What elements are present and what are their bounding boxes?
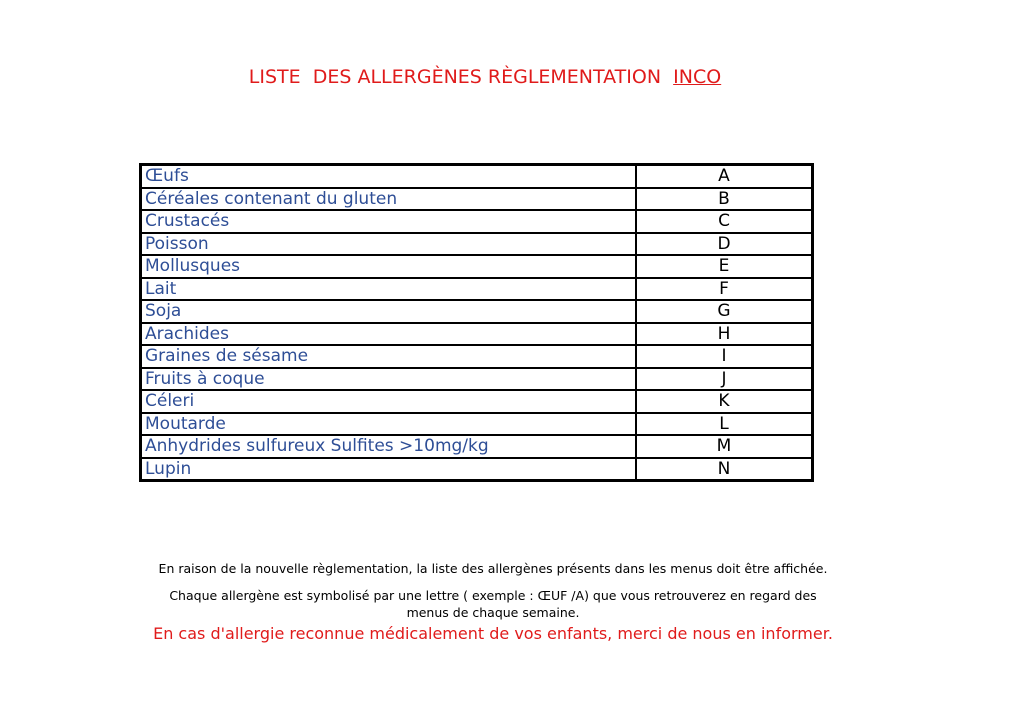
table-row bbox=[141, 255, 813, 278]
regulation-note: En raison de la nouvelle règlementation, la liste des allergènes présents dans les menus doit être affichée. bbox=[158, 561, 828, 576]
table-row bbox=[141, 210, 813, 233]
page-title bbox=[0, 66, 970, 88]
allergen-name: Lait bbox=[141, 278, 637, 301]
table-row bbox=[141, 390, 813, 413]
table-row bbox=[141, 345, 813, 368]
allergen-code: D bbox=[636, 233, 813, 256]
table-row bbox=[141, 368, 813, 391]
allergen-code: N bbox=[636, 458, 813, 481]
table-row bbox=[141, 413, 813, 436]
allergen-code: B bbox=[636, 188, 813, 211]
table-row bbox=[141, 300, 813, 323]
allergen-name: Moutarde bbox=[141, 413, 637, 436]
allergen-name: Graines de sésame bbox=[141, 345, 637, 368]
allergen-name: Lupin bbox=[141, 458, 637, 481]
allergen-code: M bbox=[636, 435, 813, 458]
allergen-name: Œufs bbox=[141, 165, 637, 188]
allergen-name: Céleri bbox=[141, 390, 637, 413]
allergen-code: C bbox=[636, 210, 813, 233]
title-main: LISTE DES ALLERGÈNES RÈGLEMENTATION bbox=[248, 66, 674, 88]
allergen-name: Anhydrides sulfureux Sulfites >10mg/kg bbox=[141, 435, 637, 458]
symbol-explanation-line2: menus de chaque semaine. bbox=[406, 605, 580, 620]
table-row bbox=[141, 233, 813, 256]
allergen-name: Crustacés bbox=[141, 210, 637, 233]
allergen-code: I bbox=[636, 345, 813, 368]
allergen-table bbox=[139, 163, 814, 482]
allergen-code: E bbox=[636, 255, 813, 278]
table-row bbox=[141, 435, 813, 458]
allergen-name: Céréales contenant du gluten bbox=[141, 188, 637, 211]
allergen-code: L bbox=[636, 413, 813, 436]
allergen-code: K bbox=[636, 390, 813, 413]
allergen-name: Soja bbox=[141, 300, 637, 323]
allergen-code: H bbox=[636, 323, 813, 346]
allergen-name: Fruits à coque bbox=[141, 368, 637, 391]
allergy-warning: En cas d'allergie reconnue médicalement de vos enfants, merci de nous en informer. bbox=[153, 624, 833, 643]
table-row bbox=[141, 278, 813, 301]
table-row bbox=[141, 458, 813, 481]
allergen-code: J bbox=[636, 368, 813, 391]
table-row bbox=[141, 323, 813, 346]
allergen-code: A bbox=[636, 165, 813, 188]
allergen-name: Poisson bbox=[141, 233, 637, 256]
allergen-code: G bbox=[636, 300, 813, 323]
allergen-name: Arachides bbox=[141, 323, 637, 346]
table-row bbox=[141, 188, 813, 211]
symbol-explanation-line1: Chaque allergène est symbolisé par une lettre ( exemple : ŒUF /A) que vous retrouverez en regard des bbox=[169, 588, 817, 603]
table-row bbox=[141, 165, 813, 188]
allergen-code: F bbox=[636, 278, 813, 301]
title-emphasis: INCO bbox=[673, 66, 722, 88]
allergen-name: Mollusques bbox=[141, 255, 637, 278]
symbol-explanation bbox=[0, 587, 986, 621]
